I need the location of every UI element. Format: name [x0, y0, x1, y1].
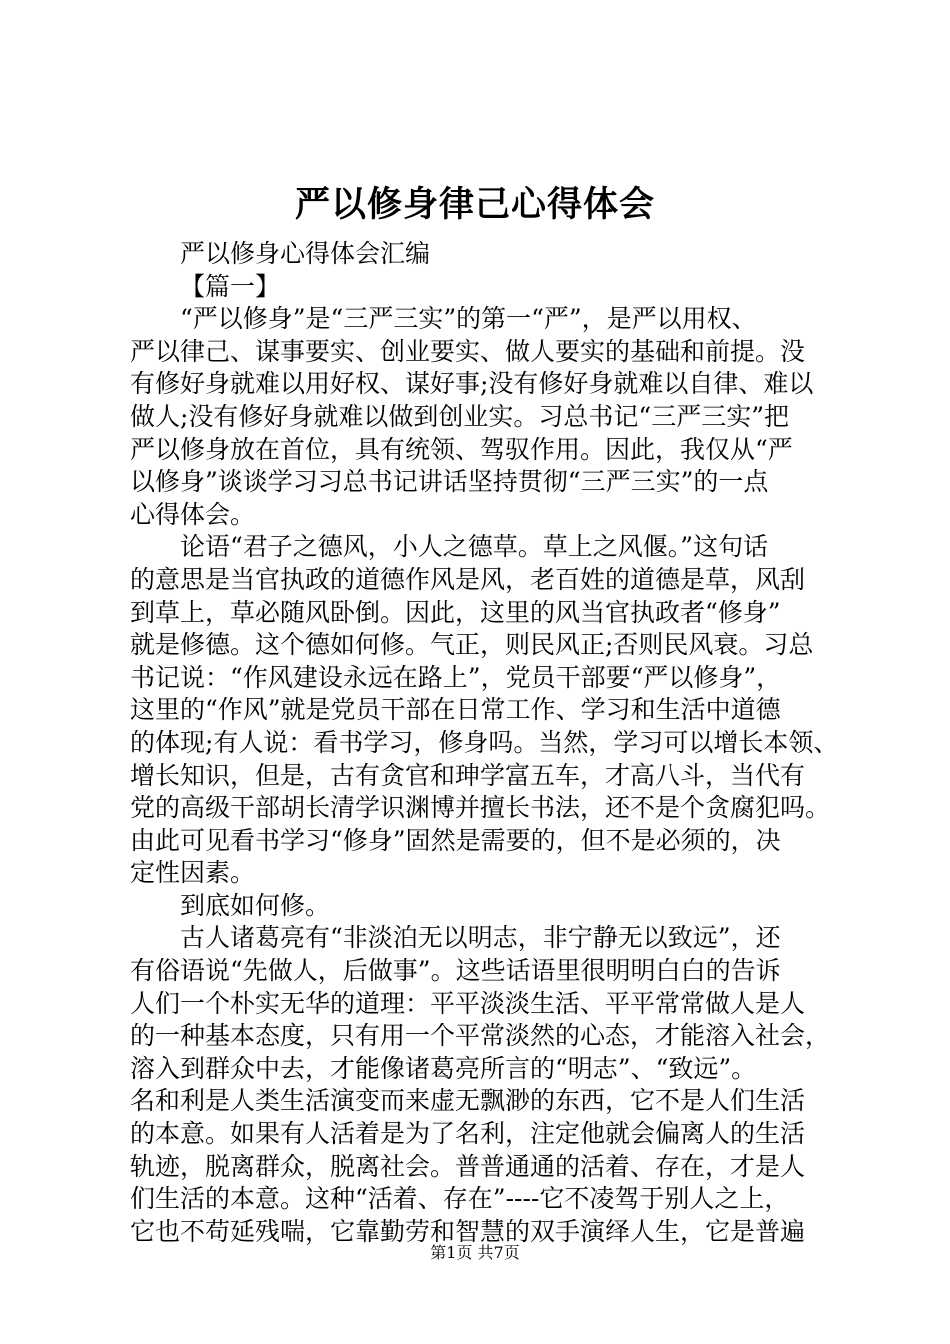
body-line: 心得体会。 [130, 499, 256, 529]
body-line: 定性因素。 [130, 858, 256, 888]
body-line: 的意思是当官执政的道德作风是风，老百姓的道德是草，风刮 [130, 564, 806, 594]
body-line: 论语“君子之德风，小人之德草。草上之风偃。”这句话 [180, 532, 769, 562]
body-line: 有修好身就难以用好权、谋好事;没有修好身就难以自律、难以 [130, 369, 814, 399]
body-line: 的一种基本态度，只有用一个平常淡然的心态，才能溶入社会， [130, 1021, 831, 1051]
body-line: 增长知识，但是，古有贪官和珅学富五车，才高八斗，当代有 [130, 760, 806, 790]
body-line: 书记说：“作风建设永远在路上”，党员干部要“严以修身”， [130, 662, 782, 692]
body-line: 人们一个朴实无华的道理：平平淡淡生活、平平常常做人是人 [130, 988, 806, 1018]
body-line: 它也不苟延残喘，它靠勤劳和智慧的双手演绎人生，它是普遍 [130, 1216, 806, 1246]
body-line: 们生活的本意。这种“活着、存在”----它不凌驾于别人之上， [130, 1184, 790, 1214]
document-title: 严以修身律己心得体会 [294, 184, 655, 225]
body-line: 严以律己、谋事要实、创业要实、做人要实的基础和前提。没 [130, 336, 806, 366]
section-heading: 【篇一】 [180, 271, 281, 301]
page-footer: 第1页 共7页 [430, 1243, 520, 1262]
body-line: 古人诸葛亮有“非淡泊无以明志，非宁静无以致远”，还 [180, 923, 781, 953]
body-line: “严以修身”是“三严三实”的第一“严”，是严以用权、 [180, 304, 757, 334]
body-line: 到底如何修。 [180, 890, 331, 920]
body-line: 的体现;有人说：看书学习，修身吗。当然，学习可以增长本领、 [130, 727, 839, 757]
body-line: 党的高级干部胡长清学识渊博并擅长书法，还不是个贪腐犯吗。 [130, 793, 831, 823]
body-line: 有俗语说“先做人，后做事”。这些话语里很明明白白的告诉 [130, 956, 781, 986]
body-line: 这里的“作风”就是党员干部在日常工作、学习和生活中道德 [130, 695, 781, 725]
body-line: 以修身”谈谈学习习总书记讲话坚持贯彻“三严三实”的一点 [130, 467, 769, 497]
body-line: 做人;没有修好身就难以做到创业实。习总书记“三严三实”把 [130, 401, 789, 431]
body-line: 的本意。如果有人活着是为了名利，注定他就会偏离人的生活 [130, 1119, 806, 1149]
body-line: 溶入到群众中去，才能像诸葛亮所言的“明志”、“致远”。 [130, 1053, 757, 1083]
subtitle-line: 严以修身心得体会汇编 [180, 239, 431, 268]
body-line: 严以修身放在首位，具有统领、驾驭作用。因此，我仅从“严 [130, 434, 793, 464]
body-line: 到草上，草必随风卧倒。因此，这里的风当官执政者“修身” [130, 597, 781, 627]
body-line: 名和利是人类生活演变而来虚无飘渺的东西，它不是人们生活 [130, 1086, 806, 1116]
body-line: 由此可见看书学习“修身”固然是需要的，但不是必须的，决 [130, 825, 781, 855]
document-body [130, 238, 840, 1248]
body-line: 轨迹，脱离群众，脱离社会。普普通通的活着、存在，才是人 [130, 1151, 806, 1181]
body-line: 就是修德。这个德如何修。气正，则民风正;否则民风衰。习总 [130, 630, 814, 660]
